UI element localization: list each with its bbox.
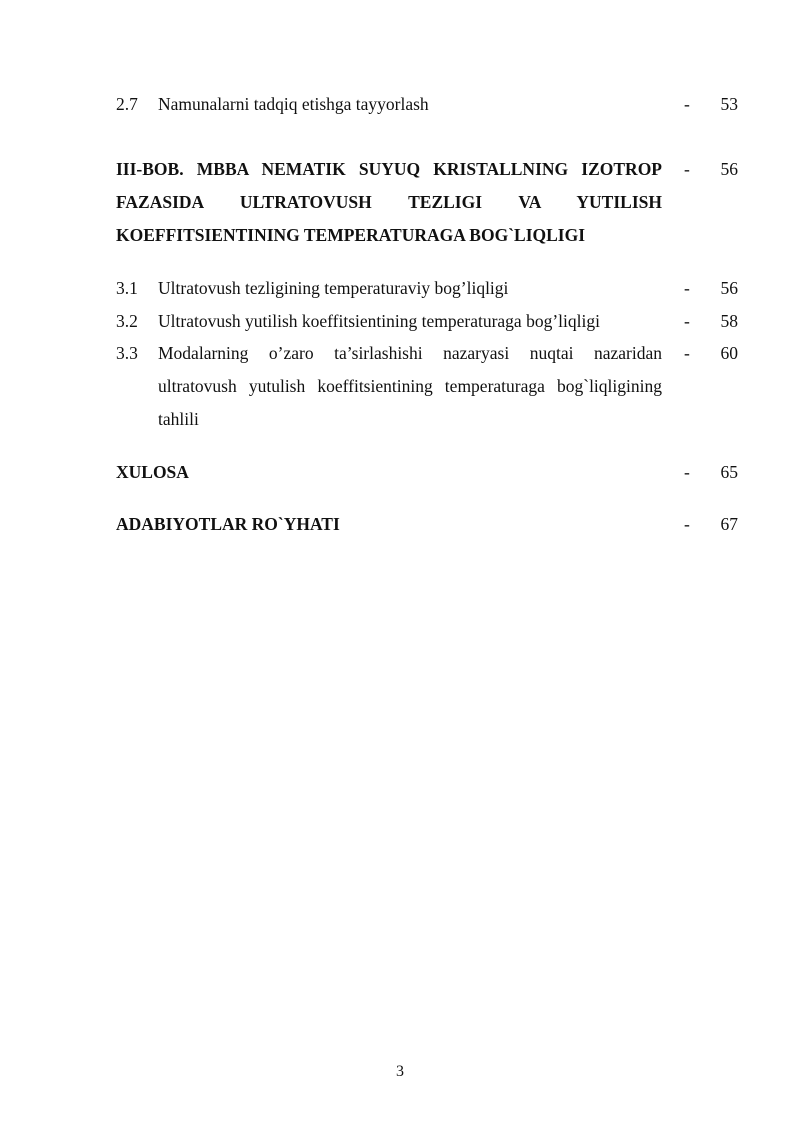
- toc-entry-number: 3.3: [116, 343, 138, 363]
- page-number: 3: [396, 1063, 404, 1080]
- toc-entry-number: 3.1: [116, 278, 138, 298]
- toc-entry-title: Ultratovush tezligining temperaturaviy bog’liqligi: [158, 278, 509, 298]
- toc-entry-title: III-BOB. MBBA NEMATIK SUYUQ KRISTALLNING IZOTROP FAZASIDA ULTRATOVUSH TEZLIGI VA YUTILISH KOEFFITSIENTINING TEMPERATURAGA BOG`LIQLIGI: [116, 159, 662, 245]
- toc-entry-page: 53: [720, 94, 738, 114]
- toc-entry-page: 60: [720, 343, 738, 363]
- toc-entry-dash: -: [684, 343, 690, 363]
- toc-entry-page: 67: [720, 514, 738, 534]
- toc-entry-page: 65: [720, 462, 738, 482]
- toc-entry-dash: -: [684, 311, 690, 331]
- toc-entry-page: 56: [720, 278, 738, 298]
- toc-entry-dash: -: [684, 94, 690, 114]
- toc-entry-title: Namunalarni tadqiq etishga tayyorlash: [158, 94, 429, 114]
- toc-entry-page: 58: [720, 311, 738, 331]
- toc-entry-dash: -: [684, 462, 690, 482]
- toc-entry-title: ADABIYOTLAR RO`YHATI: [116, 514, 340, 534]
- toc-entry-dash: -: [684, 278, 690, 298]
- toc-entry-dash: -: [684, 514, 690, 534]
- toc-entry-title: Modalarning o’zaro ta’sirlashishi nazaryasi nuqtai nazaridan ultratovush yutulish koeffitsientining temperaturaga bog`liqligining tahlili: [158, 343, 662, 429]
- toc-entry-number: 3.2: [116, 311, 138, 331]
- toc-entry-title: XULOSA: [116, 462, 189, 482]
- toc-entry-dash: -: [684, 159, 690, 179]
- toc-entry-page: 56: [720, 159, 738, 179]
- toc-entry-title: Ultratovush yutilish koeffitsientining temperaturaga bog’liqligi: [158, 311, 600, 331]
- toc-entry-number: 2.7: [116, 94, 138, 114]
